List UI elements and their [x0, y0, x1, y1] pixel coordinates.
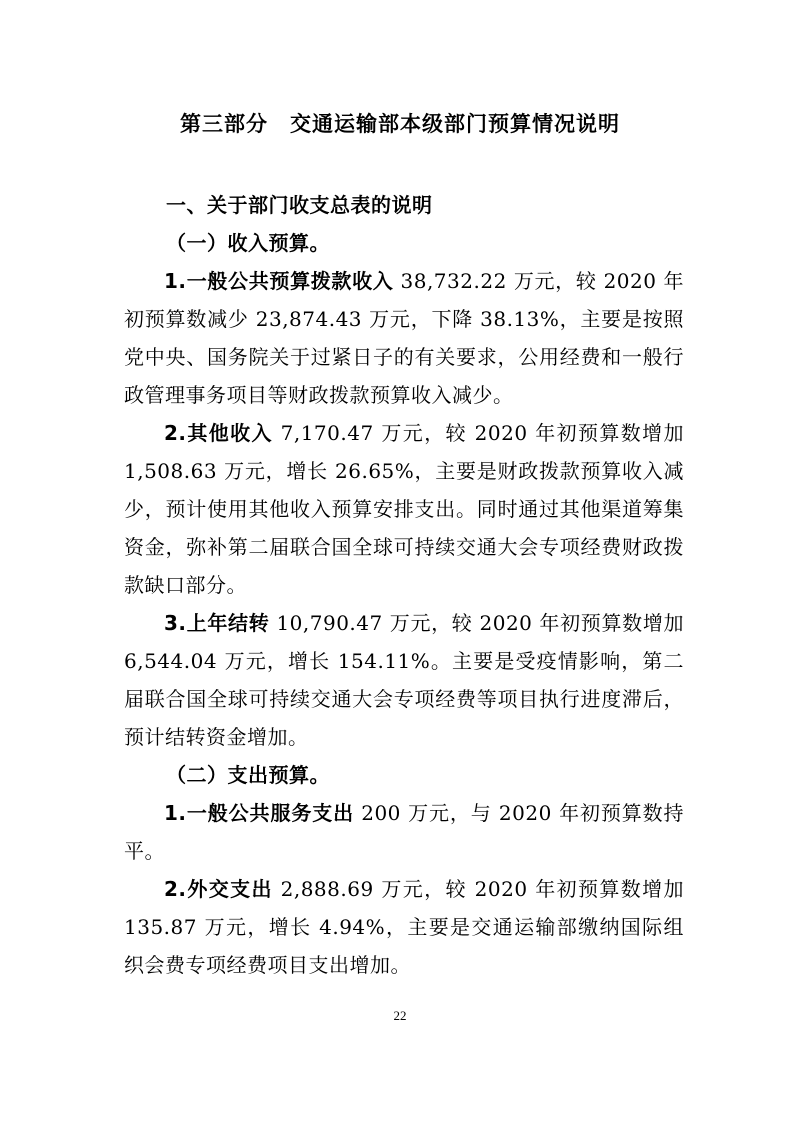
expense-item-1: [124, 794, 684, 870]
income-item-3: [124, 604, 684, 756]
expense-item-2: [124, 870, 684, 984]
page-title: [0, 108, 800, 138]
income-item-1-lead: 1.一般公共预算拨款收入: [164, 269, 394, 293]
title-part: 第三部分: [180, 112, 268, 136]
expense-item-1-lead: 1.一般公共服务支出: [164, 801, 354, 825]
expense-item-2-text: 2,888.69 万元，较 2020 年初预算数增加 135.87 万元，增长 4.94%，主要是交通运输部缴纳国际组织会费专项经费项目支出增加。: [124, 877, 685, 977]
expense-item-2-lead: 2.外交支出: [164, 877, 273, 901]
income-item-2: [124, 414, 684, 604]
income-item-2-lead: 2.其他收入: [164, 421, 273, 445]
income-item-1-text: 38,732.22 万元，较 2020 年初预算数减少 23,874.43 万元，下降 38.13%，主要是按照党中央、国务院关于过紧日子的有关要求，公用经费和一般行政管理事务项目等财政拨款预算收入减少。: [124, 269, 684, 407]
subsection-expense-heading: （二）支出预算。: [166, 763, 330, 787]
section-heading: 一、关于部门收支总表的说明: [166, 193, 433, 217]
page-number: 22: [393, 1008, 407, 1023]
income-item-1: [124, 262, 684, 414]
income-item-3-text: 10,790.47 万元，较 2020 年初预算数增加 6,544.04 万元，增长 154.11%。主要是受疫情影响，第二届联合国全球可持续交通大会专项经费等项目执行进度滞后，预计结转资金增加。: [124, 611, 684, 749]
body-text: [124, 186, 684, 984]
income-item-2-text: 7,170.47 万元，较 2020 年初预算数增加 1,508.63 万元，增长 26.65%，主要是财政拨款预算收入减少，预计使用其他收入预算安排支出。同时通过其他渠道筹集资金，弥补第二届联合国全球可持续交通大会专项经费财政拨款缺口部分。: [124, 421, 685, 597]
subsection-income-heading: （一）收入预算。: [166, 231, 330, 255]
income-item-3-lead: 3.上年结转: [164, 611, 270, 635]
expense-item-1-text: 200 万元，与 2020 年初预算数持平。: [124, 801, 684, 863]
title-name: 交通运输部本级部门预算情况说明: [290, 112, 620, 136]
